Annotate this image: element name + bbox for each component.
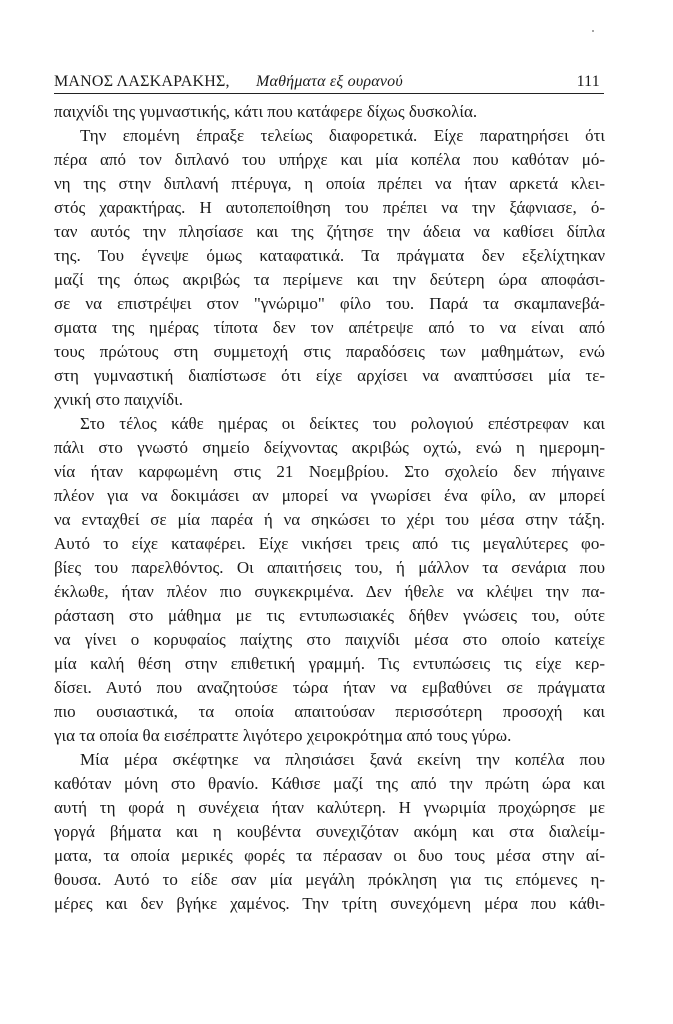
text-line: Αυτό το είχε καταφέρει. Είχε νικήσει τρεις από τις μεγαλύτερες φο- [54, 534, 605, 553]
text-line: σε να επιστρέψει στον "γνώριμο" φίλο του. Παρά τα σκαμπανεβά- [54, 294, 605, 313]
text-line: πέρα από τον διπλανό του υπήρχε και μία κοπέλα που καθόταν μό- [54, 150, 605, 169]
text-line: Την επομένη έπραξε τελείως διαφορετικά. Είχε παρατηρήσει ότι [80, 126, 605, 145]
text-line: γοργά βήματα και η κουβέντα συνεχιζόταν ακόμη και στα διαλείμ- [54, 822, 605, 841]
text-line: Στο τέλος κάθε ημέρας οι δείκτες του ρολογιού επέστρεφαν και [80, 414, 605, 433]
text-line: ράσταση στο μάθημα με τις εντυπωσιακές δήθεν γνώσεις του, ούτε [54, 606, 605, 625]
header-author: ΜΑΝΟΣ ΛΑΣΚΑΡΑΚΗΣ, [54, 73, 230, 90]
text-line: μέρες και δεν βγήκε χαμένος. Την τρίτη συνεχόμενη μέρα που κάθι- [54, 894, 605, 913]
text-line: σματα της ημέρας τίποτα δεν τον απέτρεψε από το να είναι από [54, 318, 605, 337]
body-text [54, 100, 605, 916]
text-line: έκλωθε, ήταν πλέον πιο συγκεκριμένα. Δεν ήθελε να κλέψει την πα- [54, 582, 605, 601]
text-line: τους πρώτους στη συμμετοχή στις παραδόσεις των μαθημάτων, ενώ [54, 342, 605, 361]
text-line: δίσει. Αυτό που αναζητούσε τώρα ήταν να εμβαθύνει σε πράγματα [54, 678, 605, 697]
text-line: ταν αυτός την πλησίασε και της ζήτησε την άδεια να καθίσει δίπλα [54, 222, 605, 241]
text-line: στός χαρακτήρας. Η αυτοπεποίθηση του πρέπει να την ξάφνιασε, ό- [54, 198, 605, 217]
text-line: νη της στην διπλανή πτέρυγα, η οποία πρέπει να ήταν αρκετά κλει- [54, 174, 605, 193]
text-line: μαζί της όπως ακριβώς τα περίμενε και την δεύτερη ώρα αποφάσι- [54, 270, 605, 289]
text-line: νία ήταν καρφωμένη στις 21 Νοεμβρίου. Στο σχολείο δεν πήγαινε [54, 462, 605, 481]
header-rule [54, 93, 604, 94]
text-line: χνική στο παιχνίδι. [54, 390, 183, 409]
text-line: να γίνει ο κορυφαίος παίχτης στο παιχνίδι μέσα στο οποίο κατείχε [54, 630, 605, 649]
text-line: ματα, τα οποία μερικές φορές τα πέρασαν οι δυο τους μέσα στην αί- [54, 846, 605, 865]
text-line: να ενταχθεί σε μία παρέα ή να σηκώσει το χέρι του μέσα στην τάξη. [54, 510, 605, 529]
text-line: παιχνίδι της γυμναστικής, κάτι που κατάφερε δίχως δυσκολία. [54, 102, 478, 121]
header-book-title: Μαθήματα εξ ουρανού [256, 73, 403, 90]
text-line: καθόταν μόνη στο θρανίο. Κάθισε μαζί της από την πρώτη ώρα και [54, 774, 605, 793]
text-line: πλέον για να δοκιμάσει αν μπορεί να γνωρίσει ένα φίλο, αν μπορεί [54, 486, 605, 505]
text-line: στη γυμναστική διαπίστωσε ότι είχε αρχίσει να αναπτύσσει μία τε- [54, 366, 605, 385]
text-line: της. Του έγνεψε όμως καταφατικά. Τα πράγματα δεν εξελίχτηκαν [54, 246, 605, 265]
page-number: 111 [576, 73, 600, 90]
text-line: για τα οποία θα εισέπραττε λιγότερο χειροκρότημα από τους γύρω. [54, 726, 512, 745]
text-line: αυτή τη φορά η συνέχεια ήταν καλύτερη. Η γνωριμία προχώρησε με [54, 798, 605, 817]
scan-speck [592, 30, 594, 32]
text-line: μία καλή θέση στην επιθετική γραμμή. Τις εντυπώσεις τις είχε κερ- [54, 654, 605, 673]
text-line: πιο ουσιαστικά, τα οποία απαιτούσαν περισσότερη προσοχή και [54, 702, 605, 721]
running-header [54, 70, 604, 94]
text-line: Μία μέρα σκέφτηκε να πλησιάσει ξανά εκείνη την κοπέλα που [80, 750, 605, 769]
text-line: βίες του παρελθόντος. Οι απαιτήσεις του, ή μάλλον τα σενάρια που [54, 558, 605, 577]
text-line: πάλι στο γνωστό σημείο δείχνοντας ακριβώς οχτώ, ενώ η ημερομη- [54, 438, 605, 457]
text-line: θουσα. Αυτό το είδε σαν μία μεγάλη πρόκληση για τις επόμενες η- [54, 870, 605, 889]
